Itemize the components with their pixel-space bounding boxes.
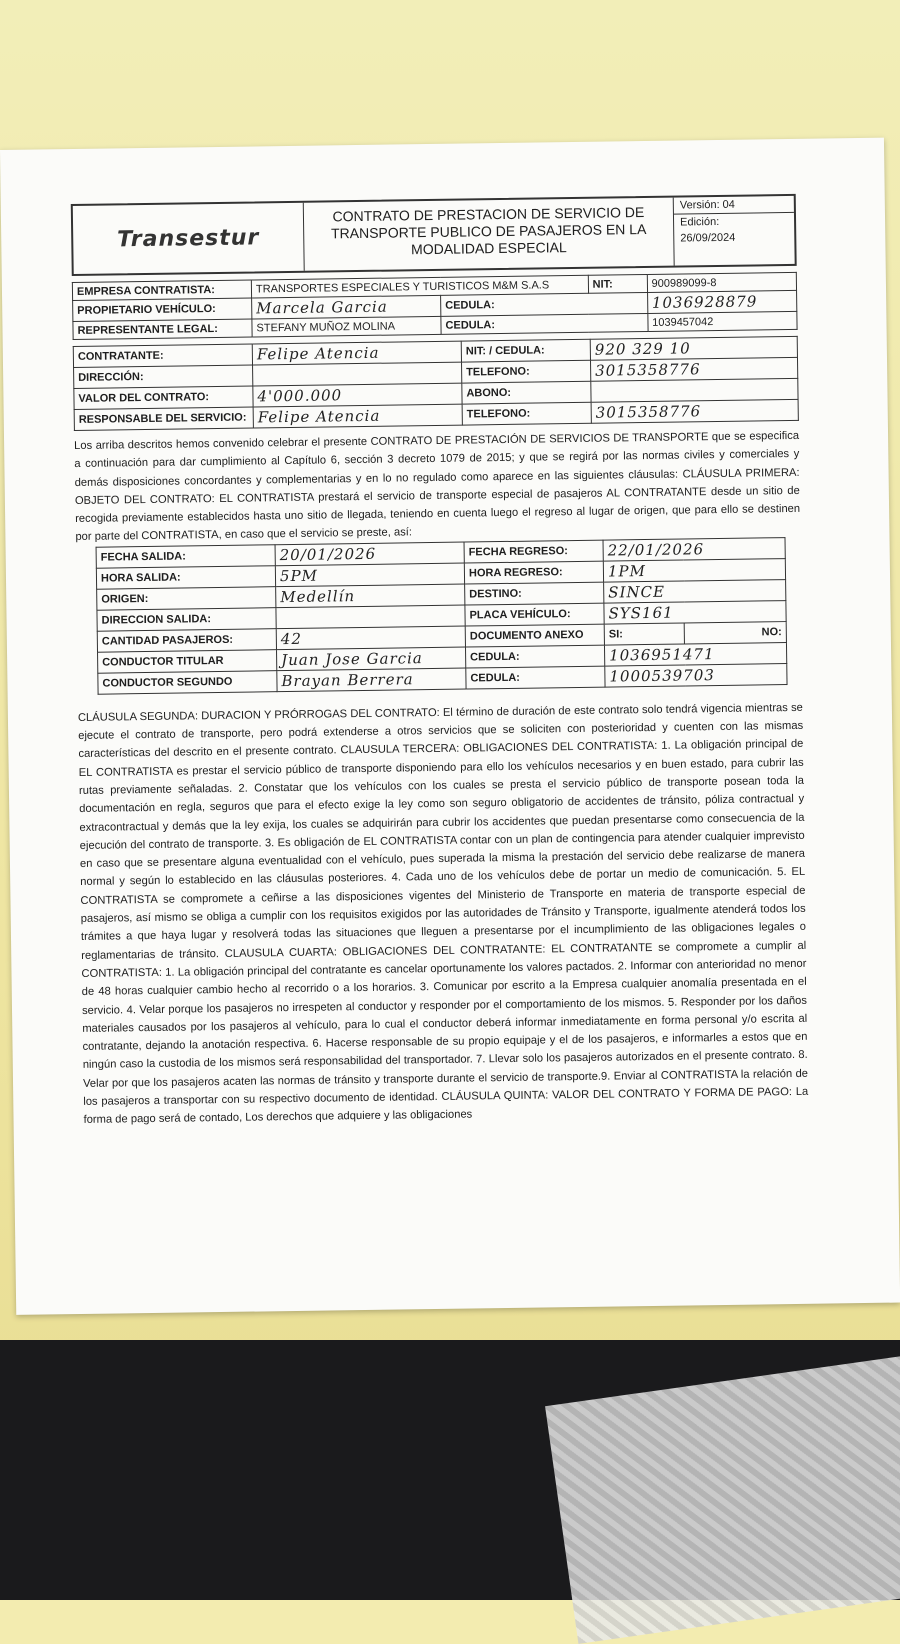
hora-regreso-value: 1PM [603, 558, 785, 582]
conductor-segundo-label: CONDUCTOR SEGUNDO [98, 670, 277, 693]
hora-salida-label: HORA SALIDA: [96, 565, 275, 588]
cedula-label: CEDULA: [466, 666, 605, 689]
placa-label: PLACA VEHÍCULO: [465, 603, 604, 626]
conductor-titular-value: Juan Jose Garcia [277, 647, 466, 671]
empresa-value: TRANSPORTES ESPECIALES Y TURISTICOS M&M S.A.S [251, 275, 588, 298]
hora-salida-value: 5PM [275, 563, 464, 587]
valor-label: VALOR DEL CONTRATO: [74, 386, 253, 409]
client-table [73, 336, 799, 431]
contract-sheet [0, 138, 900, 1315]
si-label: SI: [604, 623, 685, 645]
contratante-label: CONTRATANTE: [73, 344, 252, 367]
representante-value: STEFANY MUÑOZ MOLINA [252, 316, 441, 337]
fecha-salida-value: 20/01/2026 [275, 542, 464, 566]
intro-paragraph: Los arriba descritos hemos convenido celebrar el presente CONTRATO DE PRESTACIÓN DE SERVICIOS DE TRANSPORTE que se especifica a continuación para dar cumplimiento al Capítulo 6, sección 3 decreto 1079 de 2015; y que se regirá por las normas civiles y comerciales y demás disposiciones concordantes y complementarias y en lo no regulado como aparece en las siguientes cláusulas: CLÁUSULA PRIMERA: OBJETO DEL CONTRATO: EL CONTRATISTA prestará el servicio de transporte especial de pasajeros AL CONTRATANTE desde un sitio de recogida previamente establecidos hasta uno sitio de llegada, teniendo en cuenta luego el regreso al lugar de origen, que para ello se destinen por parte del CONTRATISTA, en caso que el servicio se preste, así: [74, 429, 801, 544]
propietario-value: Marcela Garcia [252, 295, 441, 319]
origen-label: ORIGEN: [97, 586, 276, 609]
fecha-regreso-value: 22/01/2026 [603, 537, 785, 561]
no-label: NO: [684, 621, 786, 643]
cedula-label: CEDULA: [465, 645, 604, 668]
edition-date: 26/09/2024 [680, 231, 736, 245]
version-box [674, 196, 795, 266]
documento-anexo-label: DOCUMENTO ANEXO [465, 624, 604, 647]
cedula-value: 1039457042 [648, 311, 798, 331]
version-label: Versión: 04 [674, 196, 794, 215]
responsable-label: RESPONSABLE DEL SERVICIO: [74, 407, 253, 430]
company-logo: Transestur [117, 224, 260, 252]
direccion-salida-label: DIRECCION SALIDA: [97, 607, 276, 630]
nit-cedula-value: 920 329 10 [590, 336, 797, 360]
valor-value: 4'000.000 [253, 383, 462, 407]
edition-label: Edición: [679, 215, 720, 229]
abono-label: ABONO: [462, 381, 591, 404]
cedula-value: 1000539703 [605, 663, 787, 687]
origen-value: Medellín [276, 584, 465, 608]
direccion-label: DIRECCIÓN: [74, 365, 253, 388]
telefono-value: 3015358776 [591, 399, 798, 423]
empresa-label: EMPRESA CONTRATISTA: [72, 280, 251, 300]
direccion-value [253, 362, 462, 386]
telefono-label: TELEFONO: [462, 402, 591, 425]
tiled-floor [545, 1356, 900, 1644]
telefono-value: 3015358776 [590, 357, 797, 381]
propietario-label: PROPIETARIO VEHÍCULO: [73, 298, 252, 321]
fecha-salida-label: FECHA SALIDA: [96, 544, 275, 567]
cedula-label: CEDULA: [441, 313, 648, 334]
hora-regreso-label: HORA REGRESO: [464, 561, 603, 584]
placa-value: SYS161 [604, 600, 786, 624]
direccion-salida-value [276, 605, 465, 629]
conductor-segundo-value: Brayan Berrera [277, 668, 466, 692]
cedula-label: CEDULA: [441, 292, 648, 316]
company-table [72, 272, 798, 340]
clauses-paragraph: CLÁUSULA SEGUNDA: DURACION Y PRÓRROGAS DEL CONTRATO: El término de duración de este contrato solo tendrá vigencia mientras se ejecute el contrato de transporte, pero podrá extenderse a otros servicios que se soliciten con posterioridad y cuenten con las mismas características del descrito en el presente contrato. CLAUSULA TERCERA: OBLIGACIONES DEL CONTRATISTA: 1. La obligación principal de EL CONTRATISTA es prestar el servicio público de transporte disponiendo para ello los vehículos necesarios y en buen estado, para cubrir las rutas previamente señaladas. 2. Constatar que los vehículos con los cuales se presta el servicio público de transporte posean toda la documentación en regla, seguros que para el efecto exige la ley como son seguro obligatorio de accidentes de tránsito, póliza contractual y extracontractual y demás que la ley exija, los cuales se adquirirán para cubrir los accidentes que puedan presentarse como consecuencia de la ejecución del contrato de transporte. 3. Es obligación de EL CONTRATISTA contar con un plan de contingencia para atender cualquier imprevisto en caso que se presentare alguna eventualidad con el vehículo, pues superada la misma la prestación del servicio debe realizarse de manera normal y según lo establecido en las cláusulas posteriores. 4. Cada uno de los vehículos debe de portar un medio de comunicación. 5. EL CONTRATISTA se compromete a ceñirse a las disposiciones vigentes del Ministerio de Transporte en materia de transporte especial de pasajeros, así mismo se obliga a cumplir con los requisitos exigidos por las autoridades de Tránsito y Transporte, igualmente atenderá todos los trámites a que haya lugar y resolverá todas las situaciones que lleguen a presentarse por el incumplimiento de las obligaciones legales o reglamentarias de tránsito. CLAUSULA CUARTA: OBLIGACIONES DEL CONTRATANTE: EL CONTRATANTE se compromete a cumplir al CONTRATISTA: 1. La obligación principal del contratante es cancelar oportunamente los valores pactados. 2. Informar con anterioridad no menor de 48 horas cualquier cambio hecho al recorrido o a los horarios. 3. Comunicar por escrito a la Empresa cualquier anomalía presentada en el servicio. 4. Velar porque los pasajeros no irrespeten al conductor y responder por el comportamiento de los mismos. 5. Responder por los daños materiales causados por los pasajeros al vehículo, para lo cual el conductor deberá informar inmediatamente en forma personal y/o escrita al contratante, dejando la anotación respectiva. 6. Hacerse responsable de su propio equipaje y el de los pasajeros, e informarles a estos que en ningún caso la custodia de los mismos será responsabilidad del transportador. 7. Llevar solo los pasajeros autorizados en el presente contrato. 8. Velar por que los pasajeros acaten las normas de tránsito y transporte durante el servicio de transporte.9. Enviar al CONTRATISTA la relación de los pasajeros a transportar con su respectivo documento de identidad. CLÁUSULA QUINTA: VALOR DEL CONTRATO Y FORMA DE PAGO: La forma de pago será de contado, Los derechos que adquiere y las obligaciones [77, 701, 809, 1127]
contract-title: CONTRATO DE PRESTACION DE SERVICIO DE TRANSPORTE PUBLICO DE PASAJEROS EN LA MODALIDAD ESPECIAL [303, 198, 675, 271]
conductor-titular-label: CONDUCTOR TITULAR [98, 649, 277, 672]
telefono-label: TELEFONO: [462, 360, 591, 383]
pasajeros-label: CANTIDAD PASAJEROS: [97, 628, 276, 651]
fecha-regreso-label: FECHA REGRESO: [464, 540, 603, 563]
pasajeros-value: 42 [276, 626, 465, 650]
abono-value [591, 378, 798, 402]
nit-label: NIT: [588, 274, 647, 293]
destino-label: DESTINO: [465, 582, 604, 605]
cedula-value: 1036928879 [647, 290, 797, 313]
destino-value: SINCE [604, 579, 786, 603]
cedula-value: 1036951471 [604, 642, 786, 666]
nit-cedula-label: NIT: / CEDULA: [461, 339, 590, 362]
trip-table [96, 537, 788, 695]
nit-value: 900989099-8 [647, 272, 797, 292]
contract-header [71, 194, 797, 276]
contratante-value: Felipe Atencia [252, 341, 461, 365]
representante-label: REPRESENTANTE LEGAL: [73, 319, 252, 339]
responsable-value: Felipe Atencia [253, 404, 462, 428]
contract-content [71, 194, 809, 1130]
